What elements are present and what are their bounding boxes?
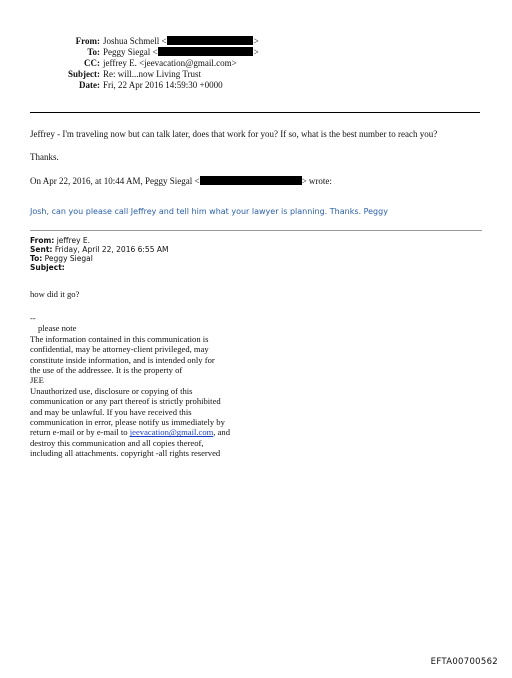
disclaimer-note: please note: [38, 323, 77, 334]
quote-intro: On Apr 22, 2016, at 10:44 AM, Peggy Siegal <: [30, 176, 200, 186]
forward-from-value: jeffrey E.: [56, 236, 91, 245]
email-link[interactable]: jeevacation@gmail.com: [129, 427, 214, 438]
header-to-value: Peggy Siegal <: [103, 47, 158, 57]
header-date-row: [0, 80, 223, 91]
header-from-bracket: >: [253, 36, 259, 46]
header-cc-row: [0, 58, 237, 69]
header-date-label: Date:: [79, 80, 100, 90]
forward-body: how did it go?: [30, 289, 80, 299]
header-subject-label: Subject:: [68, 69, 100, 79]
signature-dashes: --: [30, 313, 36, 323]
disclaimer-block: [30, 313, 290, 459]
redaction-box: [167, 36, 253, 45]
disclaimer-link-suffix: , and: [213, 427, 231, 438]
forward-to-label: To:: [30, 254, 43, 263]
forward-sent-label: Sent:: [30, 245, 53, 254]
forward-sent-value: Friday, April 22, 2016 6:55 AM: [54, 245, 169, 254]
header-date-value: Fri, 22 Apr 2016 14:59:30 +0000: [103, 80, 223, 90]
reply-body: Jeffrey - I'm traveling now but can talk later, does that work for you? If so, what is the best number to reach you?: [30, 129, 438, 139]
header-to-label: To:: [87, 47, 100, 57]
forward-from-label: From:: [30, 236, 55, 245]
disclaimer-line: constitute inside information, and is intended only for: [30, 354, 215, 365]
disclaimer-line: The information contained in this communication is: [30, 333, 209, 344]
disclaimer-line: communication or any part thereof is strictly prohibited: [30, 396, 221, 407]
redaction-box: [200, 176, 302, 185]
header-subject-value: Re: will...now Living Trust: [103, 69, 202, 79]
disclaimer-line: confidential, may be attorney-client privileged, may: [30, 344, 209, 355]
disclaimer-line: including all attachments. copyright -all rights reserved: [30, 448, 221, 459]
header-cc-label: CC:: [84, 58, 100, 68]
disclaimer-line: the use of the addressee. It is the property of: [30, 365, 183, 376]
header-cc-value: jeffrey E. <jeevacation@gmail.com>: [103, 58, 237, 68]
disclaimer-line: communication in error, please notify us immediately by: [30, 417, 225, 428]
header-to-bracket: >: [253, 47, 259, 57]
header-subject-row: [0, 69, 201, 80]
forward-to-value: Peggy Siegal: [44, 254, 93, 263]
reply-thanks: Thanks.: [30, 152, 59, 162]
header-divider: [30, 112, 480, 113]
redaction-box: [158, 47, 253, 56]
disclaimer-link-prefix: return e-mail or by e-mail to: [30, 427, 130, 438]
quote-intro-line: [30, 176, 332, 187]
quote-wrote: > wrote:: [301, 176, 332, 186]
header-from-value: Joshua Schmell <: [103, 36, 167, 46]
header-to-row: [0, 47, 259, 58]
header-from-row: [0, 36, 259, 47]
disclaimer-line: and may be unlawful. If you have received this: [30, 406, 192, 417]
bates-number: EFTA00700562: [430, 657, 498, 667]
disclaimer-line: Unauthorized use, disclosure or copying of this: [30, 385, 193, 396]
forward-header: [30, 236, 168, 272]
disclaimer-line: destroy this communication and all copies thereof,: [30, 437, 204, 448]
forward-subject-label: Subject:: [30, 263, 65, 272]
forward-divider: [30, 230, 482, 231]
disclaimer-line: JEE: [30, 375, 44, 386]
quoted-message: Josh, can you please call Jeffrey and tell him what your lawyer is planning. Thanks. Peggy: [30, 207, 388, 216]
header-from-label: From:: [75, 36, 100, 46]
disclaimer-link-line: [30, 427, 290, 437]
